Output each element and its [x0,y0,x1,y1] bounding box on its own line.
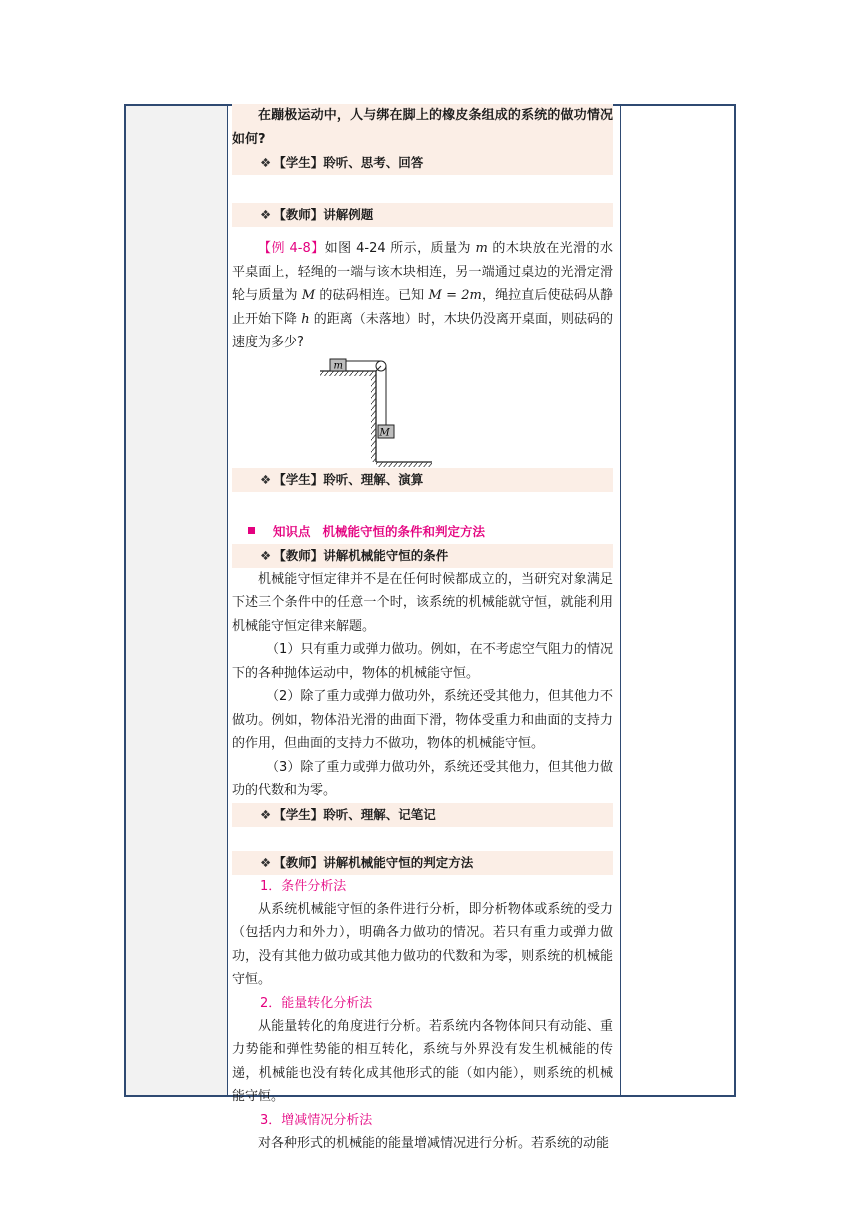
knowledge-point-title: 机械能守恒的条件和判定方法 [322,523,486,539]
discussion-question: 在蹦极运动中，人与绑在脚上的橡皮条组成的系统的做功情况如何? [232,104,613,151]
student-activity-label: 【学生】聆听、思考、回答 [273,155,424,170]
square-bullet-icon [248,527,255,534]
example-text: ，绳拉直后使砝码从静止开始下降 [232,288,613,327]
table-left-column [126,106,228,1095]
figure-label-m: m [333,360,343,371]
spacer [232,175,613,203]
example-text: 的木块放在光滑的水平桌面上，轻绳的一端与该木块相连，另一端通过桌边的光滑定滑轮与质量为 [232,241,613,303]
table-right-divider [620,106,621,1095]
pulley-figure [232,355,613,468]
knowledge-point-heading [232,520,613,544]
method-1-title: 1．条件分析法 [260,878,347,894]
method-2-title: 2．能量转化分析法 [260,995,373,1011]
example-text: 如图 4-24 所示，质量为 [324,241,476,256]
diamond-bullet-icon: ❖ [260,155,272,170]
diamond-bullet-icon: ❖ [260,806,272,822]
spacer [232,492,613,520]
method-2-text: 从能量转化的角度进行分析。若系统内各物体间只有动能、重力势能和弹性势能的相互转化，系统与外界没有发生机械能的传递，机械能也没有转化成其他形式的能（如内能），则系统的机械能守恒。 [232,1018,613,1104]
condition-3: （3）除了重力或弹力做功外，系统还受其他力，但其他力做功的代数和为零。 [232,759,613,798]
pulley-diagram [232,355,613,468]
diamond-bullet-icon: ❖ [260,471,272,487]
example-text: 的砝码相连。已知 [315,288,429,303]
student-activity-label: 【学生】聆听、理解、演算 [273,471,424,487]
method-3-text: 对各种形式的机械能的能量增减情况进行分析。若系统的动能 [258,1135,610,1151]
var-m: m [475,241,488,256]
example-tag: 【例 4-8】 [258,241,325,256]
teacher-activity-label: 【教师】讲解机械能守恒的判定方法 [273,854,474,870]
var-h: h [301,311,310,327]
teacher-activity-label: 【教师】讲解机械能守恒的条件 [273,547,449,563]
diamond-bullet-icon: ❖ [260,207,272,222]
conditions-intro: 机械能守恒定律并不是在任何时候都成立的，当研究对象满足下述三个条件中的任意一个时，该系统的机械能就守恒，就能利用机械能守恒定律来解题。 [232,571,613,634]
condition-2: （2）除了重力或弹力做功外，系统还受其他力，但其他力不做功。例如，物体沿光滑的曲面下滑，物体受重力和曲面的支持力的作用，但曲面的支持力不做功，物体的机械能守恒。 [232,689,613,751]
method-1-text: 从系统机械能守恒的条件进行分析，即分析物体或系统的受力（包括内力和外力），明确各力做功的情况。若只有重力或弹力做功，没有其他力做功或其他力做功的代数和为零，则系统的机械能守恒。 [232,901,613,987]
example-text: 的距离（未落地）时，木块仍没离开桌面，则砝码的速度为多少? [232,311,613,350]
method-3-title: 3．增减情况分析法 [260,1112,373,1128]
student-activity-label: 【学生】聆听、理解、记笔记 [273,806,436,822]
teacher-activity-2 [232,544,613,568]
student-activity-1 [232,151,613,175]
condition-1: （1）只有重力或弹力做功。例如，在不考虑空气阻力的情况下的各种抛体运动中，物体的机械能守恒。 [232,642,613,681]
diamond-bullet-icon: ❖ [260,547,272,563]
figure-label-M: M [379,427,390,438]
spacer [232,827,613,851]
example-problem [232,237,613,355]
student-activity-3 [232,803,613,827]
teacher-activity-3 [232,851,613,875]
teacher-activity-label: 【教师】讲解例题 [273,207,374,222]
teacher-activity-1 [232,203,613,227]
lesson-content [232,104,613,1155]
diamond-bullet-icon: ❖ [260,854,272,870]
var-M: M [301,288,316,303]
knowledge-point-prefix: 知识点 [273,523,311,539]
student-activity-2 [232,468,613,492]
equation: M = 2m [428,288,482,303]
